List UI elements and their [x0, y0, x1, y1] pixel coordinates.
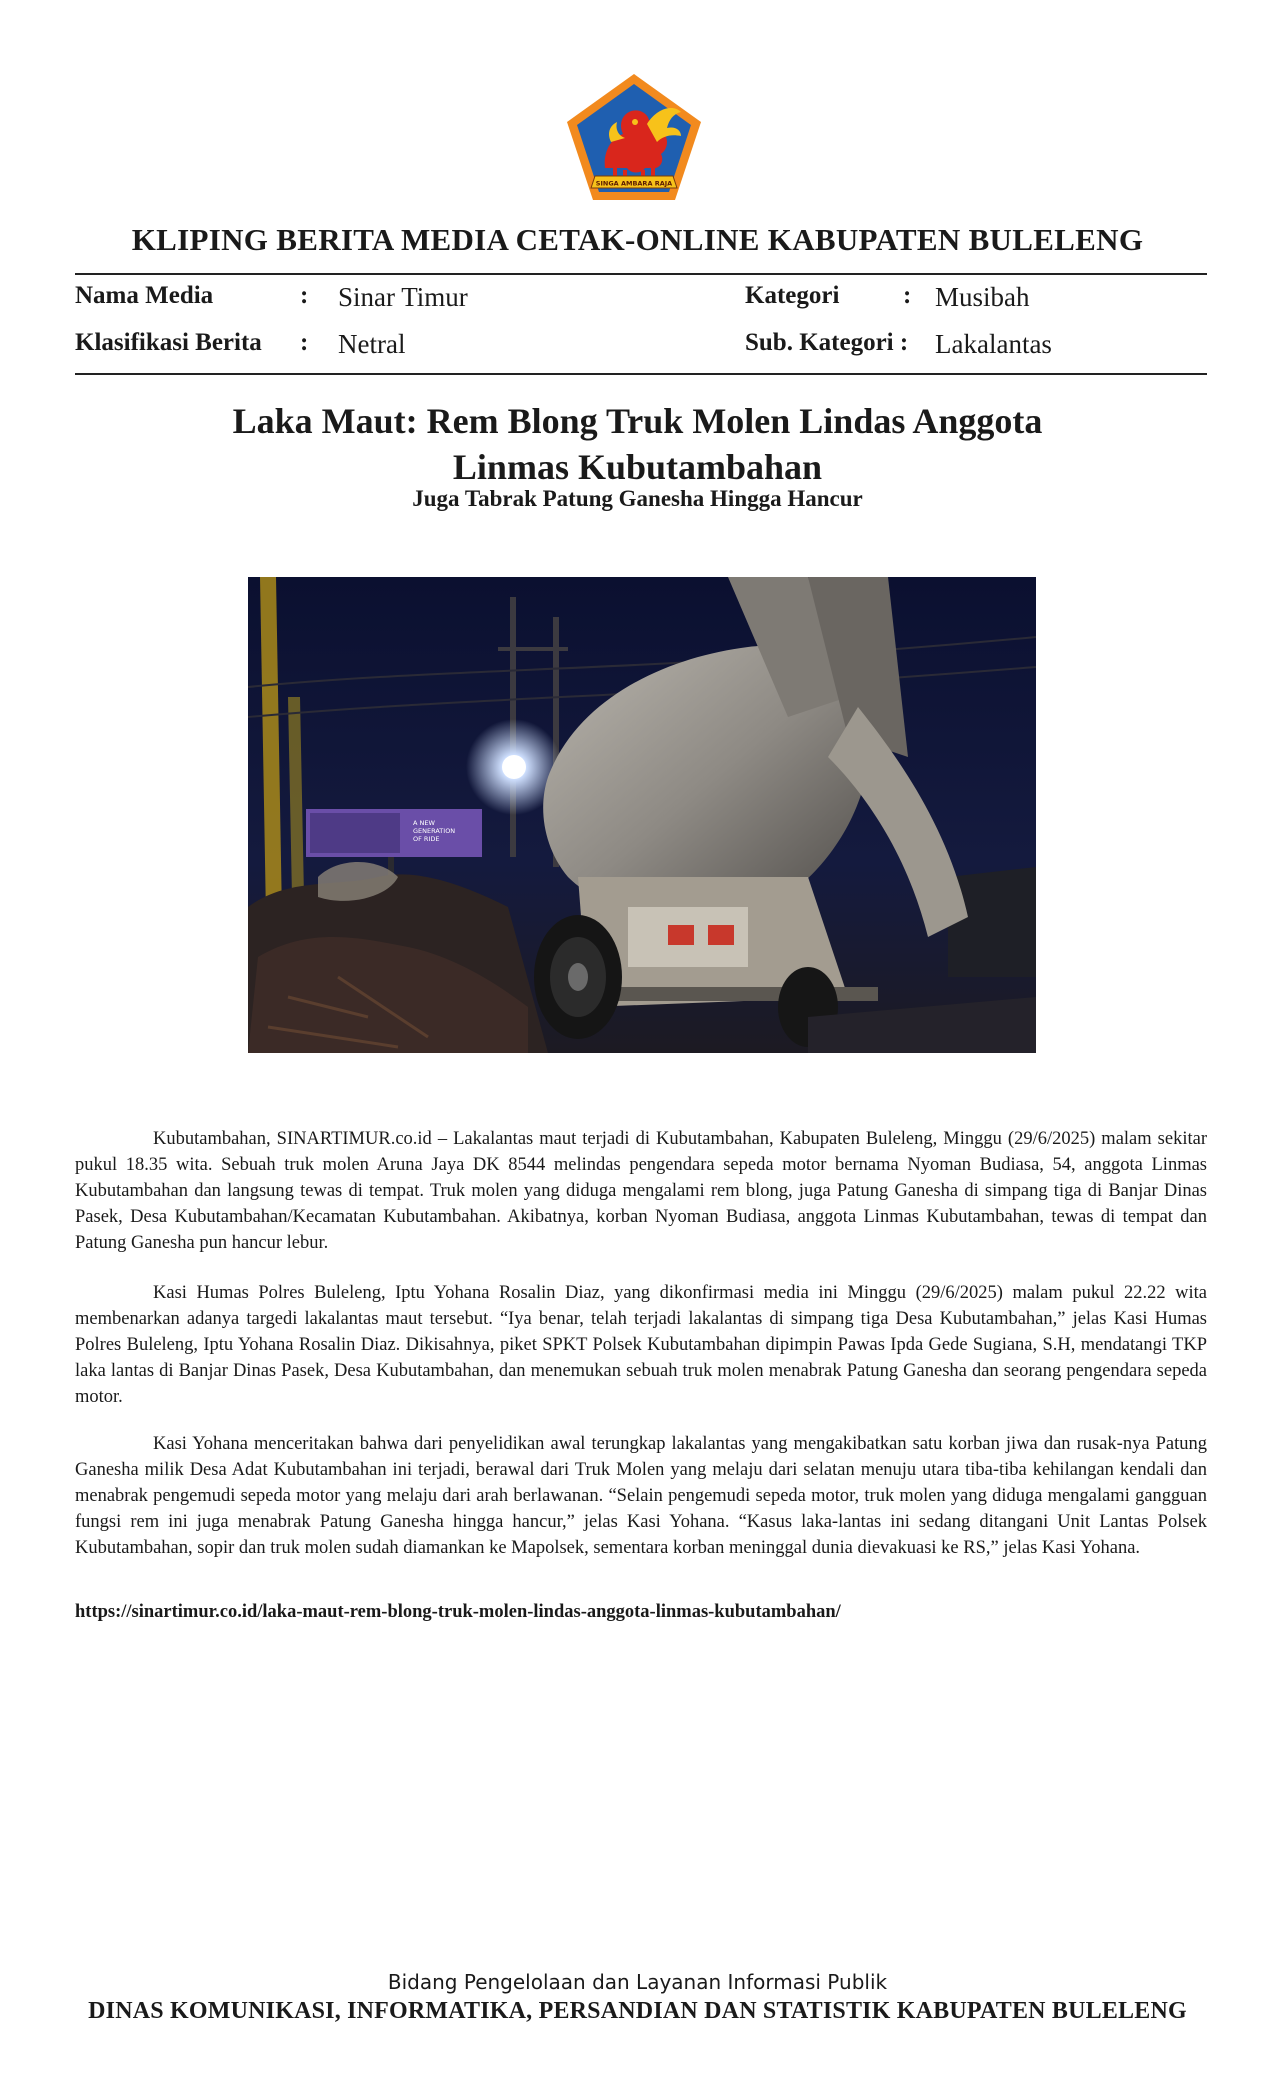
headline-line-2: Linmas Kubutambahan: [452, 447, 823, 487]
sub-category-label: Sub. Kategori :: [745, 329, 909, 356]
category-label: Kategori: [745, 282, 840, 309]
classification-value: Netral: [338, 329, 406, 359]
sub-category-value: Lakalantas: [935, 329, 1052, 359]
media-name-label: Nama Media: [75, 282, 214, 309]
category-value: Musibah: [935, 282, 1030, 312]
media-name-value: Sinar Timur: [338, 282, 468, 312]
article-subheadline: Juga Tabrak Patung Ganesha Hingga Hancur: [412, 486, 863, 511]
article-paragraph-1: Kubutambahan, SINARTIMUR.co.id – Lakalantas maut terjadi di Kubutambahan, Kabupaten Buleleng, Minggu (29/6/2025) malam sekitar pukul 18.35 wita. Sebuah truk molen Aruna Jaya DK 8544 melindas pengendara sepeda motor bernama Nyoman Budiasa, 54, anggota Linmas Kubutambahan dan langsung tewas di tempat. Truk molen yang diduga mengalami rem blong, juga Patung Ganesha di simpang tiga di Banjar Dinas Pasek, Desa Kubutambahan/Kecamatan Kubutambahan. Akibatnya, korban Nyoman Budiasa, anggota Linmas Kubutambahan, tewas di tempat dan Patung Ganesha pun hancur lebur.: [75, 1129, 1207, 1253]
accident-photo: [248, 577, 1036, 1053]
meta-bottom-rule: [75, 373, 1207, 375]
classification-colon: :: [300, 329, 309, 356]
article-headline: [0, 398, 1275, 490]
media-name-colon: :: [300, 282, 309, 309]
footer-agency: DINAS KOMUNIKASI, INFORMATIKA, PERSANDIAN DAN STATISTIK KABUPATEN BULELENG: [88, 1998, 1187, 2024]
source-link[interactable]: https://sinartimur.co.id/laka-maut-rem-blong-truk-molen-lindas-anggota-linmas-kubutambahan/: [75, 1602, 841, 1622]
regency-emblem-icon: [565, 72, 703, 202]
meta-top-rule: [75, 273, 1207, 275]
category-colon: :: [903, 282, 912, 309]
footer-division: Bidang Pengelolaan dan Layanan Informasi Publik: [387, 1970, 888, 1994]
classification-label: Klasifikasi Berita: [75, 329, 262, 356]
article-paragraph-3: Kasi Yohana menceritakan bahwa dari penyelidikan awal terungkap lakalantas yang mengakibatkan satu korban jiwa dan rusak-nya Patung Ganesha milik Desa Adat Kubutambahan ini terjadi, berawal dari Truk Molen yang melaju dari selatan menuju utara tiba-tiba kehilangan kendali dan menabrak pengemudi sepeda motor yang melaju dari arah berlawanan. “Selain pengemudi sepeda motor, truk molen yang diduga mengalami gangguan fungsi rem ini juga menabrak Patung Ganesha hingga hancur,” jelas Kasi Yohana. “Kasus laka-lantas ini sedang ditangani Unit Lantas Polsek Kubutambahan, sopir dan truk molen sudah diamankan ke Mapolsek, sementara korban meninggal dunia dievakuasi ke RS,” jelas Kasi Yohana.: [75, 1434, 1207, 1558]
article-paragraph-2: Kasi Humas Polres Buleleng, Iptu Yohana Rosalin Diaz, yang dikonfirmasi media ini Minggu (29/6/2025) malam pukul 22.22 wita membenarkan adanya targedi lakalantas maut tersebut. “Iya benar, telah terjadi lakalantas di simpang tiga Desa Kubutambahan,” jelas Kasi Humas Polres Buleleng, Iptu Yohana Rosalin Diaz. Dikisahnya, piket SPKT Polsek Kubutambahan dipimpin Pawas Ipda Gede Sugiana, S.H, mendatangi TKP laka lantas di Banjar Dinas Pasek, Desa Kubutambahan, dan menemukan sebuah truk molen menabrak Patung Ganesha dan seorang pengendara sepeda motor.: [75, 1283, 1207, 1407]
billboard-text: A NEW GENERATION OF RIDE: [413, 819, 456, 843]
logo-ribbon-text: SINGA AMBARA RAJA: [595, 179, 673, 188]
document-title: KLIPING BERITA MEDIA CETAK-ONLINE KABUPATEN BULELENG: [131, 222, 1144, 257]
headline-line-1: Laka Maut: Rem Blong Truk Molen Lindas Anggota: [232, 401, 1043, 441]
